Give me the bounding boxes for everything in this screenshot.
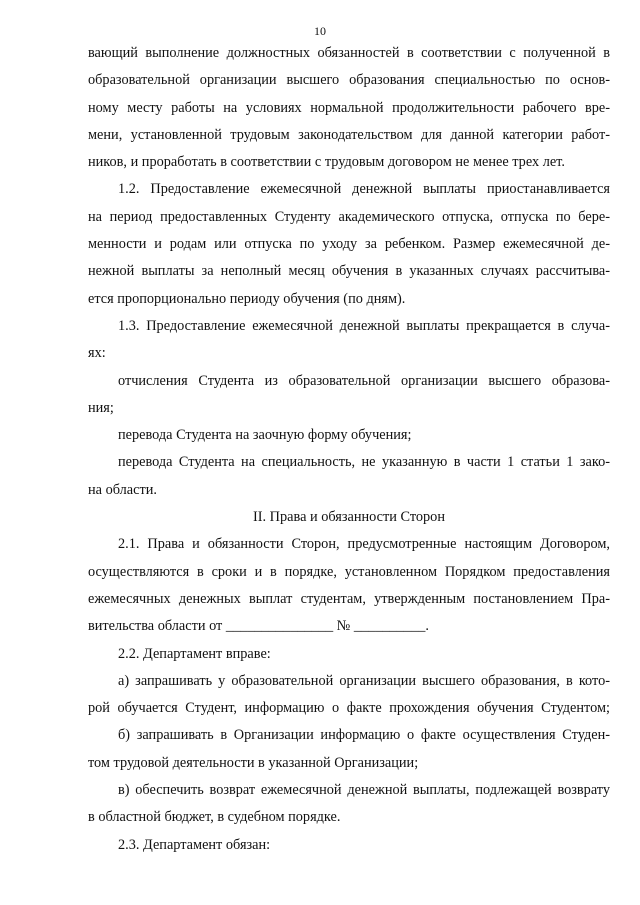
text-line: рой обучается Студент, информацию о факте прохождения обучения Студентом; [88,700,610,717]
text-line: менности и родам или отпуска по уходу за ребенком. Размер ежемесячной де- [88,236,610,253]
text-line: ния; [88,399,114,416]
text-line: 2.2. Департамент вправе: [118,645,271,662]
text-line: том трудовой деятельности в указанной Организации; [88,754,419,771]
text-line: осуществляются в сроки и в порядке, установленном Порядком предоставления [88,563,610,580]
text-line: а) запрашивать у образовательной организации высшего образования, в кото- [118,672,610,689]
text-line: образовательной организации высшего образования специальностью по основ- [88,72,610,89]
text-line: 1.2. Предоставление ежемесячной денежной выплаты приостанавливается [118,181,610,198]
text-line: ников, и проработать в соответствии с трудовым договором не менее трех лет. [88,154,565,171]
document-body [88,40,610,859]
text-line: перевода Студента на специальность, не указанную в части 1 статьи 1 зако- [118,454,610,471]
text-line: 2.3. Департамент обязан: [118,836,271,853]
text-line: 1.3. Предоставление ежемесячной денежной выплаты прекращается в случа- [118,317,610,334]
text-line: 2.1. Права и обязанности Сторон, предусмотренные настоящим Договором, [118,536,610,553]
text-line: вающий выполнение должностных обязанностей в соответствии с полученной в [88,45,610,61]
text-line: мени, установленной трудовым законодательством для данной категории работ- [88,126,610,143]
text-line: отчисления Студента из образовательной организации высшего образова- [118,372,610,389]
text-line: нежной выплаты за неполный месяц обучения в указанных случаях рассчитыва- [88,263,610,280]
text-line: на период предоставленных Студенту академического отпуска, отпуска по бере- [88,208,610,225]
text-line: б) запрашивать в Организации информацию о факте осуществления Студен- [118,727,610,744]
text-line: ется пропорционально периоду обучения (по дням). [88,290,406,307]
section-heading: II. Права и обязанности Сторон [253,509,445,526]
text-line: на области. [88,481,157,498]
text-line: ному месту работы на условиях нормальной продолжительности рабочего вре- [88,99,610,116]
text-line: ях: [88,345,106,362]
text-line: в) обеспечить возврат ежемесячной денежной выплаты, подлежащей возврату [118,782,610,799]
page-number: 10 [314,24,326,38]
text-line: вительства области от _______________ № __________. [88,618,429,635]
text-line: ежемесячных денежных выплат студентам, утвержденным постановлением Пра- [88,590,610,607]
text-line: перевода Студента на заочную форму обучения; [118,427,412,444]
text-line: в областной бюджет, в судебном порядке. [88,809,341,826]
